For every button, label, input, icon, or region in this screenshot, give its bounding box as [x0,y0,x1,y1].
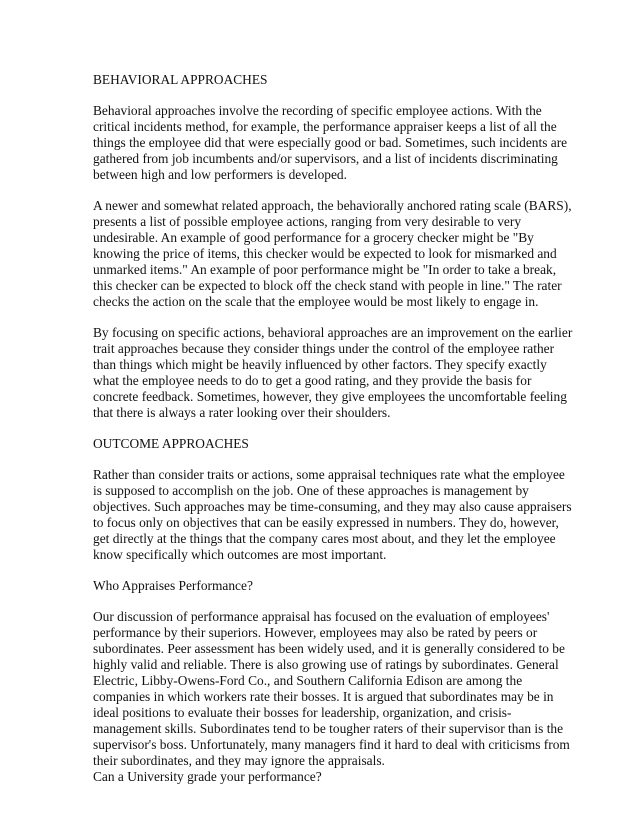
text-line: between high and low performers is developed. [93,167,347,182]
document-page [93,72,573,785]
text-line: things the employee did that were especially good or bad. Sometimes, such incidents are [93,135,568,150]
section-heading-behavioral: BEHAVIORAL APPROACHES [93,72,268,87]
text-line: than things which might be heavily influenced by other factors. They specify exactly [93,357,547,372]
text-line: knowing the price of items, this checker would be expected to look for mismarked and [93,246,557,261]
text-line: By focusing on specific actions, behavioral approaches are an improvement on the earlier [93,325,573,340]
paragraph [93,609,570,785]
text-line: their subordinates, and they may ignore the appraisals. [93,753,385,768]
text-line: concrete feedback. Sometimes, however, they give employees the uncomfortable feeling [93,389,567,404]
text-line: Electric, Libby-Owens-Ford Co., and Southern California Edison are among the [93,673,523,688]
text-line: trait approaches because they consider things under the control of the employee rather [93,341,555,356]
text-line: highly valid and reliable. There is also growing use of ratings by subordinates. General [93,657,559,672]
text-line: what the employee needs to do to get a good rating, and they provide the basis for [93,373,532,388]
text-line: gathered from job incumbents and/or supervisors, and a list of incidents discriminating [93,151,558,166]
text-line: Behavioral approaches involve the recording of specific employee actions. With the [93,103,542,118]
text-line: Can a University grade your performance? [93,769,322,784]
paragraph [93,325,573,421]
paragraph [93,467,572,563]
text-line: to focus only on objectives that can be easily expressed in numbers. They do, however, [93,515,559,530]
text-line: critical incidents method, for example, the performance appraiser keeps a list of all the [93,119,557,134]
text-line: checks the action on the scale that the employee would be most likely to engage in. [93,294,539,309]
section-heading-who-appraises: Who Appraises Performance? [93,578,253,593]
section-heading-outcome: OUTCOME APPROACHES [93,436,249,451]
text-line: objectives. Such approaches may be time-consuming, and they may also cause appraisers [93,499,572,514]
text-line: Rather than consider traits or actions, some appraisal techniques rate what the employee [93,467,565,482]
text-line: ideal positions to evaluate their bosses for leadership, organization, and crisis- [93,705,512,720]
text-line: management skills. Subordinates tend to be tougher raters of their supervisor than is the [93,721,564,736]
text-line: this checker can be expected to block off the check stand with people in line." The rater [93,278,562,293]
text-line: get directly at the things that the company cares most about, and they let the employee [93,531,556,546]
text-line: that there is always a rater looking over their shoulders. [93,405,391,420]
text-line: presents a list of possible employee actions, ranging from very desirable to very [93,214,522,229]
text-line: Our discussion of performance appraisal has focused on the evaluation of employees' [93,609,550,624]
text-line: unmarked items." An example of poor performance might be "In order to take a break, [93,262,557,277]
text-line: is supposed to accomplish on the job. One of these approaches is management by [93,483,529,498]
text-line: companies in which workers rate their bosses. It is argued that subordinates may be in [93,689,554,704]
text-line: subordinates. Peer assessment has been widely used, and it is generally considered to be [93,641,565,656]
text-line: supervisor's boss. Unfortunately, many managers find it hard to deal with criticisms from [93,737,570,752]
text-line: A newer and somewhat related approach, the behaviorally anchored rating scale (BARS), [93,198,572,213]
text-line: undesirable. An example of good performance for a grocery checker might be "By [93,230,534,245]
text-line: performance by their superiors. However, employees may also be rated by peers or [93,625,538,640]
paragraph [93,198,572,310]
paragraph [93,103,568,183]
text-line: know specifically which outcomes are most important. [93,547,387,562]
